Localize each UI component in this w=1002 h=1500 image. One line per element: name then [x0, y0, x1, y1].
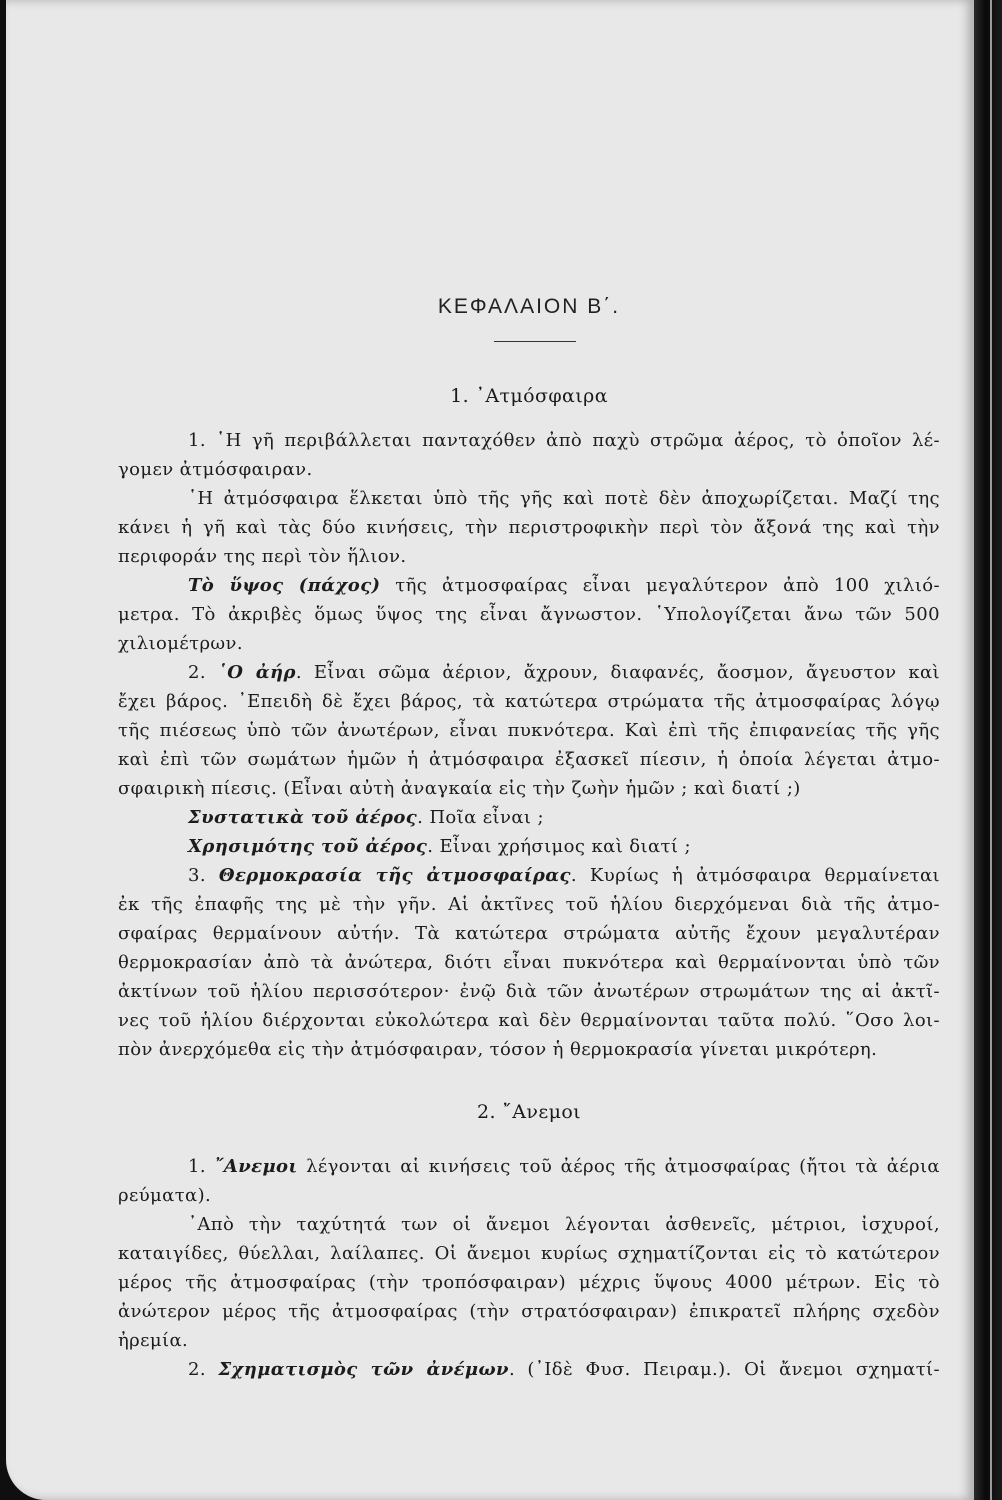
bold-italic-term: Τὸ ὕψος (πάχος) — [188, 575, 381, 596]
text-line — [118, 1152, 940, 1181]
line-text: 1. — [188, 1156, 215, 1177]
text-line — [118, 687, 940, 716]
chapter-divider — [494, 341, 576, 342]
line-text: 1. ῾Η γῆ περιβάλλεται πανταχόθεν ἀπὸ παχὺ στρῶμα ἀέρος, τὸ ὁποῖον λέ- — [188, 430, 940, 451]
line-text: γομεν ἀτμόσφαιραν. — [118, 459, 313, 480]
page-edge-line — [990, 0, 992, 1500]
text-line — [118, 1297, 940, 1326]
text-line — [118, 1268, 940, 1297]
text-line — [118, 948, 940, 977]
section-2-heading: 2. ῎Ανεμοι — [476, 1101, 582, 1123]
line-text: ρεύματα). — [118, 1185, 212, 1206]
line-text: τῆς ἀτμοσφαίρας εἶναι μεγαλύτερον ἀπὸ 100 χιλιό- — [380, 575, 940, 596]
text-line — [118, 484, 940, 513]
text-line — [118, 1035, 940, 1064]
book-spine — [974, 0, 1002, 1500]
section-1-body — [118, 426, 940, 1064]
line-text: . Εἶναι σῶμα ἀέριον, ἄχρουν, διαφανές, ἄοσμον, ἄγευστον καὶ — [295, 662, 940, 683]
line-text: 2. — [188, 1359, 219, 1380]
text-line — [118, 716, 940, 745]
bold-italic-term: Συστατικὰ τοῦ ἀέρος — [188, 807, 418, 828]
line-text: . (᾿Ιδὲ Φυσ. Πειραμ.). Οἱ ἄνεμοι σχηματί- — [508, 1359, 940, 1380]
text-line — [118, 774, 940, 803]
line-text: σφαιρικὴ πίεσις. (Εἶναι αὐτὴ ἀναγκαία εἰς τὴν ζωὴν ἡμῶν ; καὶ διατί ;) — [118, 778, 801, 799]
line-text: σφαίρας θερμαίνουν αὐτήν. Τὰ κατώτερα στρώματα αὐτῆς ἔχουν μεγαλυτέραν — [118, 923, 940, 944]
line-text: ἀκτίνων τοῦ ἡλίου περισσότερον· ἐνῷ διὰ τῶν ἀνωτέρων στρωμάτων της αἱ ἀκτῖ- — [118, 981, 940, 1002]
bold-italic-term: Θερμοκρασία τῆς ἀτμοσφαίρας — [218, 865, 571, 886]
line-text: ἀνώτερον μέρος τῆς ἀτμοσφαίρας (τὴν στρατόσφαιραν) ἐπικρατεῖ πλήρης σχεδὸν — [118, 1301, 940, 1322]
line-text: . Εἶναι χρήσιμος καὶ διατί ; — [427, 836, 691, 857]
text-line — [118, 1181, 940, 1210]
bold-italic-term: Χρησιμότης τοῦ ἀέρος — [188, 836, 428, 857]
text-line — [118, 513, 940, 542]
bold-italic-term: ῎Ανεμοι — [214, 1156, 298, 1177]
line-text: νες τοῦ ἡλίου διέρχονται εὐκολώτερα καὶ δὲν θερμαίνονται ταῦτα πολύ. ῞Οσο λοι- — [118, 1010, 940, 1031]
line-text: 2. — [188, 662, 218, 683]
line-text: περιφοράν της περὶ τὸν ἥλιον. — [118, 546, 407, 567]
text-line — [118, 1326, 940, 1355]
line-text: . Κυρίως ἡ ἀτμόσφαιρα θερμαίνεται — [570, 865, 940, 886]
chapter-title: ΚΕΦΑΛΑΙΟΝ Β΄. — [437, 295, 621, 318]
line-text: . Ποῖα εἶναι ; — [417, 807, 544, 828]
bold-italic-term: ῾Ο ἀήρ — [217, 662, 296, 683]
line-text: κάνει ἡ γῆ καὶ τὰς δύο κινήσεις, τὴν περιστροφικὴν περὶ τὸν ἄξονά της καὶ τὴν — [118, 517, 940, 538]
text-line — [118, 600, 940, 629]
text-line — [118, 745, 940, 774]
text-line — [118, 861, 940, 890]
line-text: ᾿Απὸ τὴν ταχύτητά των οἱ ἄνεμοι λέγονται ἀσθενεῖς, μέτριοι, ἰσχυροί, — [188, 1214, 940, 1235]
text-line — [118, 1239, 940, 1268]
line-text: μέρος τῆς ἀτμοσφαίρας (τὴν τροπόσφαιραν) μέχρις ὕψους 4000 μέτρων. Εἰς τὸ — [118, 1272, 940, 1293]
line-text: 3. — [188, 865, 219, 886]
text-line — [118, 832, 940, 861]
text-line — [118, 803, 940, 832]
bold-italic-term: Σχηματισμὸς τῶν ἀνέμων — [218, 1359, 509, 1380]
text-line — [118, 455, 940, 484]
section-2-body — [118, 1152, 940, 1384]
line-text: πὸν ἀνερχόμεθα εἰς τὴν ἀτμόσφαιραν, τόσον ἡ θερμοκρασία γίνεται μικρότερη. — [118, 1039, 878, 1060]
text-line — [118, 977, 940, 1006]
line-text: ἠρεμία. — [118, 1330, 189, 1351]
text-line — [118, 890, 940, 919]
text-line — [118, 426, 940, 455]
line-text: καὶ ἐπὶ τῶν σωμάτων ἡμῶν ἡ ἀτμόσφαιρα ἐξασκεῖ πίεσιν, ἡ ὁποία λέγεται ἀτμο- — [118, 749, 940, 770]
section-1-heading: 1. ᾿Ατμόσφαιρα — [450, 385, 608, 407]
line-text: ἐκ τῆς ἐπαφῆς της μὲ τὴν γῆν. Αἱ ἀκτῖνες τοῦ ἡλίου διερχόμεναι διὰ τῆς ἀτμο- — [118, 894, 940, 915]
text-line — [118, 1355, 940, 1384]
text-line — [118, 542, 940, 571]
line-text: λέγονται αἱ κινήσεις τοῦ ἀέρος τῆς ἀτμοσφαίρας (ἤτοι τὰ ἀέρια — [297, 1156, 940, 1177]
text-line — [118, 919, 940, 948]
text-line — [118, 658, 940, 687]
line-text: θερμοκρασίαν ἀπὸ τὰ ἀνώτερα, διότι εἶναι πυκνότερα καὶ θερμαίνονται ὑπὸ τῶν — [118, 952, 940, 973]
text-line — [118, 1006, 940, 1035]
line-text: χιλιομέτρων. — [118, 633, 243, 654]
line-text: μετρα. Τὸ ἀκριβὲς ὅμως ὕψος της εἶναι ἄγνωστον. ῾Υπολογίζεται ἄνω τῶν 500 — [118, 604, 940, 625]
text-line — [118, 571, 940, 600]
line-text: ἔχει βάρος. ᾿Επειδὴ δὲ ἔχει βάρος, τὰ κατώτερα στρώματα τῆς ἀτμοσφαίρας λόγῳ — [118, 691, 940, 712]
text-line — [118, 629, 940, 658]
text-line — [118, 1210, 940, 1239]
line-text: καταιγίδες, θύελλαι, λαίλαπες. Οἱ ἄνεμοι κυρίως σχηματίζονται εἰς τὸ κατώτερον — [118, 1243, 940, 1264]
line-text: τῆς πιέσεως ὑπὸ τῶν ἀνωτέρων, εἶναι πυκνότερα. Καὶ ἐπὶ τῆς ἐπιφανείας τῆς γῆς — [118, 720, 940, 741]
line-text: ῾Η ἀτμόσφαιρα ἕλκεται ὑπὸ τῆς γῆς καὶ ποτὲ δὲν ἀποχωρίζεται. Μαζί της — [188, 488, 940, 509]
